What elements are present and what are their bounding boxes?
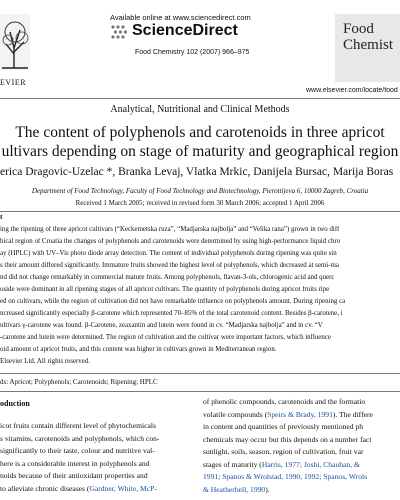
body-text: significantly to their taste, colour and nutritive val-: [0, 446, 155, 455]
citation-link[interactable]: Harris, 1977; Joshi, Chauhan, &: [261, 459, 360, 469]
body-text: ).: [265, 484, 270, 494]
abstract-line: ultivars γ-carotene was found. β-Carotene, zeaxantin and lutein were found in cv. “Madjarska najbolja” and in cv. “V: [0, 322, 323, 329]
body-text-line: [203, 422, 363, 431]
body-text: stages of maturity (: [203, 459, 262, 469]
abstract-line: oside were dominant in all ripening stages of all apricot cultivars. The quantity of polyphenols during apricot fruits ripe: [0, 286, 330, 293]
body-text-line: [203, 397, 365, 406]
body-text: icot fruits contain different level of phytochemicals: [0, 421, 156, 430]
affiliation: Department of Food Technology, Faculty of Food Technology and Biotechnology, Pierottijeva 6, 10000 Zagreb, Croatia: [31, 187, 369, 195]
abstract-line: ed on cultivars, while the region of cultivation did not have remarkable influence on polyphenols amount. During ripening ca: [0, 298, 346, 305]
journal-citation: Food Chemistry 102 (2007) 966–975: [135, 49, 250, 56]
body-text-line: [203, 447, 364, 456]
elsevier-tree-icon: [0, 14, 30, 70]
abstract-line: oid amount of apricot fruits, and this content was higher in cultivars grown in Mediterranean region.: [0, 346, 277, 353]
section-heading: Analytical, Nutritional and Clinical Methods: [110, 104, 290, 115]
header-divider: [0, 98, 400, 99]
abstract-line: ing the ripening of three apricot cultivars (“Keckemetska ruza”, “Madjarska najbolja” and “Velika rana”) grown in two diff: [0, 226, 340, 233]
journal-title-line: Chemist: [343, 37, 394, 53]
body-text-line: [203, 410, 373, 419]
body-text: ). The differe: [332, 409, 373, 419]
abstract-line: ncreased significantly especially β-carotene which represented 70–85% of the total carotenoid content. Besides β-carotene, i: [0, 310, 343, 317]
elsevier-logo: [0, 14, 34, 80]
keywords-divider-top: [0, 373, 400, 374]
sciencedirect-logo-text: ScienceDirect: [132, 22, 238, 39]
body-text: s vitamins, carotenoids and polyphenols, which con-: [0, 433, 160, 443]
sciencedirect-icon: [110, 24, 128, 40]
abstract-line: Elsevier Ltd. All rights reserved.: [0, 358, 90, 365]
keywords-divider-bottom: [0, 391, 400, 392]
body-text: chemicals may occur but this depends on a number fact: [203, 434, 372, 444]
abstract-line: ay (HPLC) with UV–Vis photo diode array detection. The content of individual polyphenols during ripening was quite sin: [0, 250, 337, 257]
body-text-line: [203, 485, 270, 494]
body-text: in content and quantities of previously mentioned ph: [203, 422, 364, 431]
body-text: here is a considerable interest in polyphenols and: [0, 458, 150, 468]
publisher-logo-text: EVIER: [0, 78, 27, 87]
body-text-line: [203, 435, 371, 444]
citation-link[interactable]: Gardner, White, McP-: [89, 483, 157, 493]
body-text: noids because of their antioxidant properties and: [0, 471, 148, 480]
sciencedirect-logo[interactable]: [110, 22, 250, 42]
citation-link[interactable]: & Heatherbell, 1990: [203, 484, 266, 494]
body-text-line: [203, 460, 360, 469]
abstract-line: s their amount differed significantly. Immature fruits showed the highest level of polyphenols, which decreased at semi-ma: [0, 262, 339, 269]
abstract-heading: t: [0, 212, 3, 221]
body-text: of phenolic compounds, carotenoids and the formatio: [203, 397, 366, 406]
body-text-line: [0, 484, 157, 493]
citation-link[interactable]: 1991; Spanos & Wrolstad, 1990, 1992; Spanos, Wrols: [203, 472, 368, 481]
abstract-line: nd did not change remarkably in commercial mature fruits. Among polyphenols, flavan-3-ols, chlorogenic acid and querc: [0, 274, 335, 281]
article-title-line: The content of polyphenols and carotenoids in three apricot: [15, 124, 385, 141]
abstract-divider-top: [0, 211, 400, 212]
author-list: erica Dragovic-Uzelac *, Branka Levaj, Vlatka Mrkic, Danijela Bursac, Marija Boras: [0, 166, 394, 178]
received-dates: Received 1 March 2005; received in revised form 30 March 2006; accepted 1 April 2006: [75, 199, 325, 207]
article-title-line: ultivars depending on stage of maturity and geographical region: [1, 143, 399, 160]
keywords: ds: Apricot; Polyphenols; Carotenoids; Ripening; HPLC: [0, 378, 158, 386]
journal-title-box: [335, 14, 400, 82]
available-online-text: Available online at www.sciencedirect.com: [110, 13, 251, 22]
journal-title-line: Food: [343, 21, 374, 37]
body-text-line: [0, 471, 148, 480]
body-text-line: [0, 434, 159, 443]
body-text-line: [203, 472, 367, 481]
body-text-line: [0, 421, 156, 430]
body-text-line: [0, 446, 155, 455]
abstract-line: -carotene and lutein were determined. The region of cultivation and the cultivar were important factors, which influence: [0, 334, 331, 341]
citation-link[interactable]: Speirs & Brady, 1991: [267, 409, 333, 419]
body-text: volatile compounds (: [203, 409, 268, 419]
body-text-line: [0, 459, 150, 468]
journal-url-link[interactable]: www.elsevier.com/locate/food: [306, 87, 398, 94]
introduction-heading: oduction: [0, 399, 30, 408]
body-text: to alleviate chronic diseases (: [0, 483, 90, 493]
abstract-line: hical region of Croatia the changes of polyphenols and carotenoids were determined by using high-performance liquid chro: [0, 238, 341, 245]
body-text: sunlight, soils, season, region of cultivation, fruit var: [203, 447, 364, 456]
